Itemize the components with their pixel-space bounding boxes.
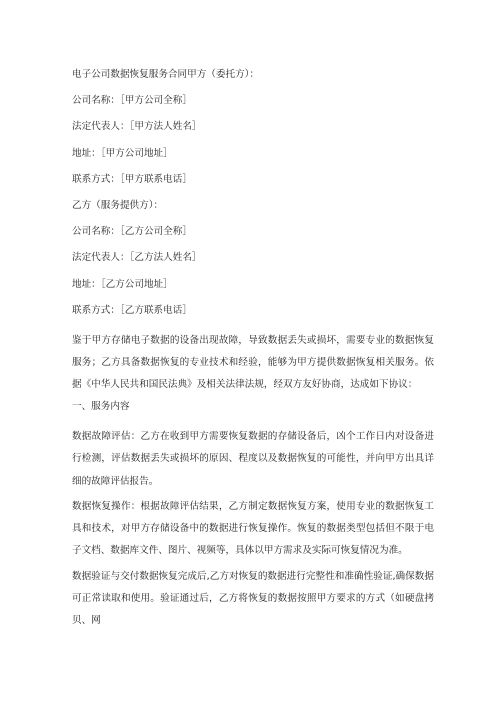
preamble-paragraph: 鉴于甲方存储电子数据的设备出现故障，导致数据丢失或损坏，需要专业的数据恢复服务；乙方具备数据恢复的专业技术和经验，能够为甲方提供数据恢复相关服务。依据《中华人民共和国民法典》及相关法律法规，经双方友好协商，达成如下协议：: [72, 334, 434, 391]
section-heading-service-content: 一、服务内容: [72, 400, 130, 412]
party-b-legal-rep: 法定代表人：［乙方法人姓名］: [72, 252, 202, 264]
party-a-legal-rep: 法定代表人：［甲方法人姓名］: [72, 121, 202, 133]
contract-document: [72, 68, 442, 636]
clause-verification-delivery: 数据验证与交付数据恢复完成后,乙方对恢复的数据进行完整性和准确性验证,确保数据可正常读取和使用。验证通过后，乙方将恢复的数据按照甲方要求的方式（如硬盘拷贝、网: [72, 570, 434, 627]
clause-fault-assessment: 数据故障评估：乙方在收到甲方需要恢复数据的存储设备后，凶个工作日内对设备进行检测，评估数据丢失或损坏的原因、程度以及数据恢复的可能性，并向甲方出具详细的故障评估报告。: [72, 430, 434, 487]
party-b-contact: 联系方式：［乙方联系电话］: [72, 304, 192, 316]
party-b-company-name: 公司名称：［乙方公司全称］: [72, 226, 192, 238]
party-a-address: 地址：［甲方公司地址］: [72, 147, 173, 159]
party-a-contact: 联系方式：［甲方联系电话］: [72, 173, 192, 185]
clause-data-recovery: 数据恢复操作：根据故障评估结果，乙方制定数据恢复方案，使用专业的数据恢复工具和技术，对甲方存储设备中的数据进行恢复操作。恢复的数据类型包括但不限于电子文档、数据库文件、图片、视频等，具体以甲方需求及实际可恢复情况为准。: [72, 500, 434, 557]
party-b-address: 地址：［乙方公司地址］: [72, 278, 173, 290]
party-b-heading: 乙方（服务提供方）：: [72, 199, 164, 211]
party-a-company-name: 公司名称：［甲方公司全称］: [72, 95, 192, 107]
contract-title-line: 电子公司数据恢复服务合同甲方（委托方）：: [72, 69, 260, 80]
